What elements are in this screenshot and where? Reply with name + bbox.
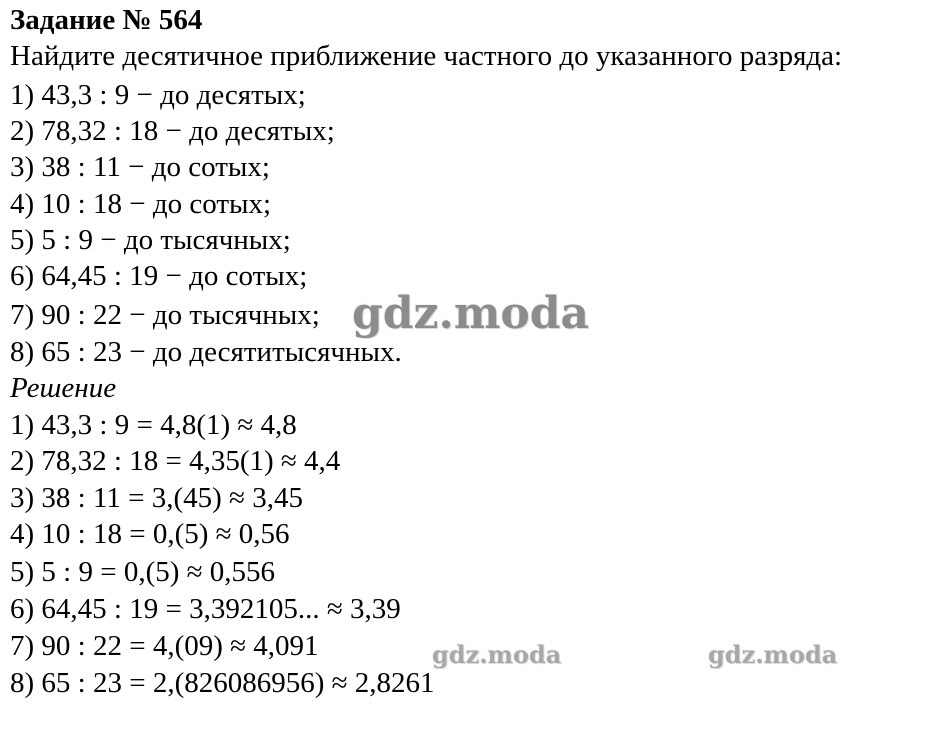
task-item-7: 7) 90 : 22 − до тысячных; bbox=[10, 299, 320, 331]
task-item-5: 5) 5 : 9 − до тысячных; bbox=[10, 224, 291, 256]
task-title: Задание № 564 bbox=[10, 4, 203, 36]
task-item-8: 8) 65 : 23 − до десятитысячных. bbox=[10, 336, 402, 368]
task-item-6: 6) 64,45 : 19 − до сотых; bbox=[10, 260, 308, 292]
task-item-4: 4) 10 : 18 − до сотых; bbox=[10, 188, 272, 220]
solution-item-7: 7) 90 : 22 = 4,(09) ≈ 4,091 bbox=[10, 630, 319, 662]
solution-heading: Решение bbox=[10, 372, 117, 404]
task-item-2: 2) 78,32 : 18 − до десятых; bbox=[10, 115, 335, 147]
task-item-1: 1) 43,3 : 9 − до десятых; bbox=[10, 79, 306, 111]
solution-item-4: 4) 10 : 18 = 0,(5) ≈ 0,56 bbox=[10, 518, 290, 550]
solution-item-6: 6) 64,45 : 19 = 3,392105... ≈ 3,39 bbox=[10, 593, 401, 625]
solution-item-8: 8) 65 : 23 = 2,(826086956) ≈ 2,8261 bbox=[10, 667, 435, 699]
solution-item-1: 1) 43,3 : 9 = 4,8(1) ≈ 4,8 bbox=[10, 409, 297, 441]
solution-item-5: 5) 5 : 9 = 0,(5) ≈ 0,556 bbox=[10, 556, 276, 588]
task-prompt: Найдите десятичное приближение частного до указанного разряда: bbox=[10, 40, 843, 72]
solution-item-3: 3) 38 : 11 = 3,(45) ≈ 3,45 bbox=[10, 482, 303, 514]
task-item-3: 3) 38 : 11 − до сотых; bbox=[10, 151, 270, 183]
watermark-bottom-left: gdz.moda bbox=[432, 640, 562, 669]
watermark-bottom-right: gdz.moda bbox=[708, 640, 838, 669]
solution-item-2: 2) 78,32 : 18 = 4,35(1) ≈ 4,4 bbox=[10, 445, 341, 477]
watermark-main: gdz.moda bbox=[352, 288, 590, 339]
